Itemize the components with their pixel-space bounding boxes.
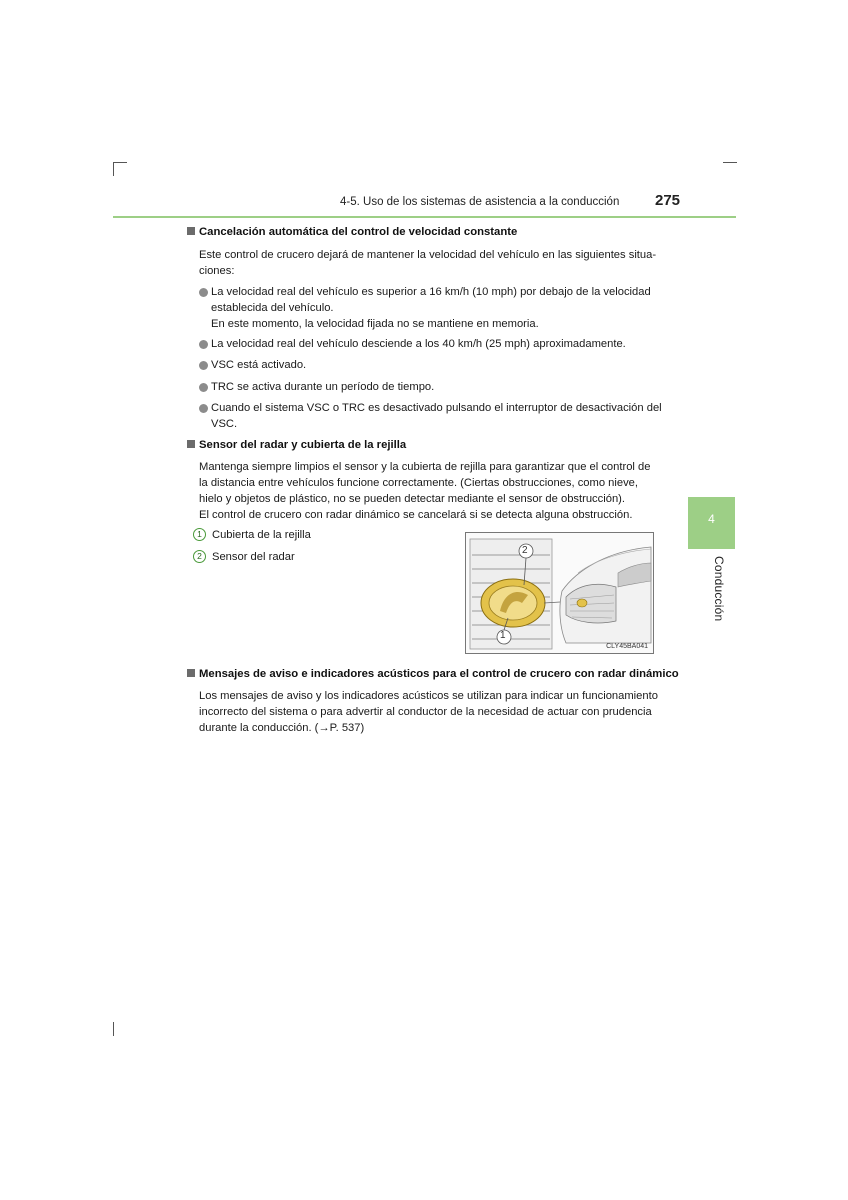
section-heading [187,226,517,238]
list-item [199,400,669,432]
figure-legend-item [193,528,311,541]
list-item [199,336,669,352]
list-item [199,357,669,373]
list-item-text: La velocidad real del vehículo es superior a 16 km/h (10 mph) por debajo de la velocidad establecida del vehículo. [211,286,651,314]
legend-number: 1 [193,528,206,541]
section-heading-text: Cancelación automática del control de velocidad constante [199,226,518,238]
section-heading-text: Mensajes de aviso e indicadores acústicos para el control de crucero con radar dinámico [199,668,679,680]
section-header: 4-5. Uso de los sistemas de asistencia a la conducción [340,196,620,208]
callout-number-1: 1 [500,630,506,641]
figure-code: CLY45BA041 [606,643,648,650]
crop-mark [113,162,114,176]
square-bullet-icon [187,440,195,448]
legend-number: 2 [193,550,206,563]
radar-sensor-figure [465,532,654,654]
crop-mark [113,1022,114,1036]
figure-legend-item [193,550,295,563]
section-heading [187,668,679,680]
list-item [199,284,669,332]
crop-mark [723,162,737,163]
section-paragraph: Mantenga siempre limpios el sensor y la cubierta de rejilla para garantizar que el control de la distancia entre vehículos funcione correctamente. (Ciertas obstrucciones, como nieve, hielo y objetos de plástico, no se pueden detectar mediante el sensor de obstrucción). [199,461,651,505]
list-item [199,379,669,395]
legend-label: Cubierta de la rejilla [212,529,311,541]
page-number: 275 [655,192,681,209]
crop-mark [113,162,127,163]
bullet-icon [199,361,208,370]
bullet-icon [199,404,208,413]
legend-label: Sensor del radar [212,551,295,563]
section-heading-text: Sensor del radar y cubierta de la rejilla [199,439,407,451]
square-bullet-icon [187,227,195,235]
section-heading [187,439,406,451]
square-bullet-icon [187,669,195,677]
section-paragraph: Los mensajes de aviso y los indicadores acústicos se utilizan para indicar un funcionamiento incorrecto del sistema o para advertir al conductor de la necesidad de actuar con prudencia durante la conducción. (→P. 537) [199,690,658,734]
bullet-icon [199,383,208,392]
list-item-text: VSC está activado. [211,359,307,371]
bullet-icon [199,288,208,297]
chapter-title: Conducción [712,556,726,622]
list-item-note: En este momento, la velocidad fijada no se mantiene en memoria. [211,318,539,330]
list-item-text: La velocidad real del vehículo desciende a los 40 km/h (25 mph) aproximadamente. [211,338,626,350]
header-rule [113,216,736,218]
chapter-tab: 4 [688,497,735,549]
grille-illustration [466,533,653,653]
bullet-icon [199,340,208,349]
list-item-text: TRC se activa durante un período de tiempo. [211,381,435,393]
section-paragraph: El control de crucero con radar dinámico se cancelará si se detecta alguna obstrucción. [199,509,633,521]
section-intro: Este control de crucero dejará de mantener la velocidad del vehículo en las siguientes situa-ciones: [199,249,657,277]
list-item-text: Cuando el sistema VSC o TRC es desactivado pulsando el interruptor de desactivación del VSC. [211,402,662,430]
callout-number-2: 2 [522,545,528,556]
